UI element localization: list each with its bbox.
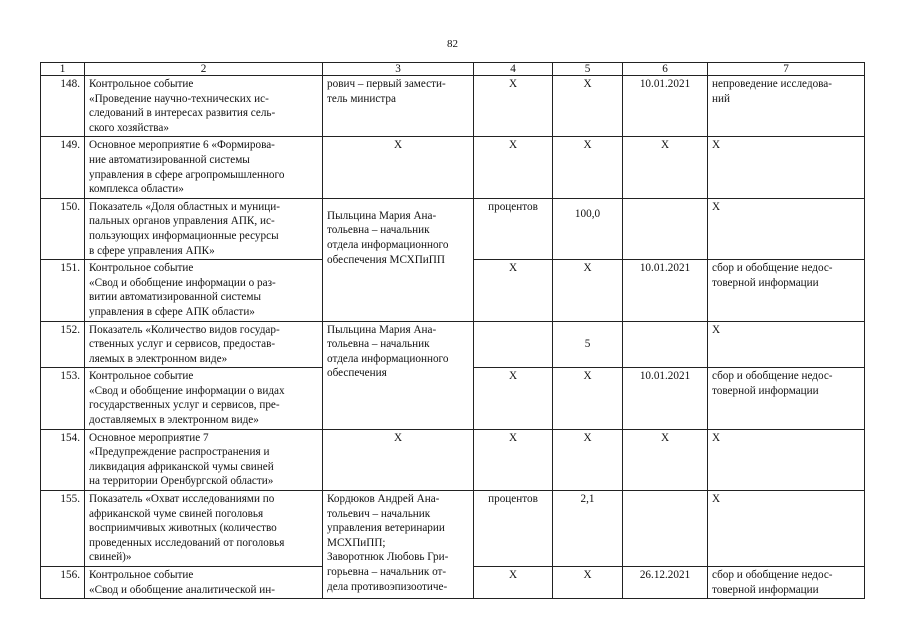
value-cell: X: [553, 429, 623, 490]
risk-cell: сбор и обобщение недос- товерной информации: [708, 567, 865, 599]
header-cell: 4: [474, 63, 553, 76]
header-cell: 3: [323, 63, 474, 76]
row-description: Основное мероприятие 7 «Предупреждение распространения и ликвидация африканской чумы свиней на территории Оренбургской области»: [85, 429, 323, 490]
row-description: Показатель «Доля областных и муници- пальных органов управления АПК, ис- пользующих информационные ресурсы в сфере управления АПК»: [85, 198, 323, 259]
table-row: [41, 198, 865, 259]
header-row: [41, 63, 865, 76]
value-cell: 100,0: [553, 198, 623, 259]
row-number: 149.: [41, 137, 85, 198]
row-number: 152.: [41, 321, 85, 368]
plan-table: [40, 62, 865, 599]
row-number: 154.: [41, 429, 85, 490]
row-number: 150.: [41, 198, 85, 259]
date-cell: 26.12.2021: [623, 567, 708, 599]
date-cell: X: [623, 429, 708, 490]
responsible-cell: Пыльцина Мария Ана- тольевна – начальник отдела информационного обеспечения: [323, 321, 474, 429]
table-row: [41, 137, 865, 198]
risk-cell: X: [708, 321, 865, 368]
date-cell: 10.01.2021: [623, 260, 708, 321]
row-description: Контрольное событие «Свод и обобщение информации о раз- витии автоматизированной системы управления в сфере АПК области»: [85, 260, 323, 321]
row-number: 155.: [41, 491, 85, 567]
value-cell: X: [553, 137, 623, 198]
table-row: [41, 76, 865, 137]
date-cell: 10.01.2021: [623, 76, 708, 137]
table-row: [41, 429, 865, 490]
unit-cell: X: [474, 429, 553, 490]
risk-cell: X: [708, 491, 865, 567]
responsible-cell: X: [323, 137, 474, 198]
value-cell: 2,1: [553, 491, 623, 567]
row-description: Основное мероприятие 6 «Формирова- ние автоматизированной системы управления в сфере агропромышленного комплекса области»: [85, 137, 323, 198]
header-cell: 7: [708, 63, 865, 76]
risk-cell: X: [708, 137, 865, 198]
risk-cell: непроведение исследова- ний: [708, 76, 865, 137]
risk-cell: сбор и обобщение недос- товерной информации: [708, 368, 865, 429]
date-cell: [623, 198, 708, 259]
unit-cell: процентов: [474, 491, 553, 567]
row-description: Показатель «Охват исследованиями по африканской чуме свиней поголовья восприимчивых животных (количество проведенных исследований от поголовья свиней)»: [85, 491, 323, 567]
unit-cell: [474, 321, 553, 368]
unit-cell: X: [474, 260, 553, 321]
value-cell: X: [553, 368, 623, 429]
header-cell: 6: [623, 63, 708, 76]
row-description: Показатель «Количество видов государ- ственных услуг и сервисов, предостав- ляемых в электронном виде»: [85, 321, 323, 368]
row-description: Контрольное событие «Свод и обобщение аналитической ин-: [85, 567, 323, 599]
value-cell: 5: [553, 321, 623, 368]
row-description: Контрольное событие «Свод и обобщение информации о видах государственных услуг и сервисов, пре- доставляемых в электронном виде»: [85, 368, 323, 429]
unit-cell: X: [474, 76, 553, 137]
responsible-cell: Кордюков Андрей Ана- тольевич – начальник управления ветеринарии МСХПиПП; Заворотнюк Любовь Гри- горьевна – начальник от- дела противоэпизоотиче-: [323, 491, 474, 599]
header-cell: 2: [85, 63, 323, 76]
responsible-cell: рович – первый замести- тель министра: [323, 76, 474, 137]
unit-cell: X: [474, 368, 553, 429]
row-number: 148.: [41, 76, 85, 137]
date-cell: [623, 491, 708, 567]
date-cell: X: [623, 137, 708, 198]
header-cell: 1: [41, 63, 85, 76]
value-cell: X: [553, 76, 623, 137]
row-number: 156.: [41, 567, 85, 599]
table-row: [41, 321, 865, 368]
table-row: [41, 491, 865, 567]
unit-cell: процентов: [474, 198, 553, 259]
page-number: 82: [447, 38, 458, 50]
date-cell: [623, 321, 708, 368]
risk-cell: X: [708, 429, 865, 490]
row-number: 153.: [41, 368, 85, 429]
unit-cell: X: [474, 137, 553, 198]
value-cell: X: [553, 567, 623, 599]
risk-cell: сбор и обобщение недос- товерной информации: [708, 260, 865, 321]
header-cell: 5: [553, 63, 623, 76]
value-cell: X: [553, 260, 623, 321]
responsible-cell: X: [323, 429, 474, 490]
row-number: 151.: [41, 260, 85, 321]
row-description: Контрольное событие «Проведение научно-технических ис- следований в интересах развития сель- ского хозяйства»: [85, 76, 323, 137]
responsible-cell: Пыльцина Мария Ана- тольевна – начальник отдела информационного обеспечения МСХПиПП: [323, 198, 474, 321]
date-cell: 10.01.2021: [623, 368, 708, 429]
unit-cell: X: [474, 567, 553, 599]
risk-cell: X: [708, 198, 865, 259]
